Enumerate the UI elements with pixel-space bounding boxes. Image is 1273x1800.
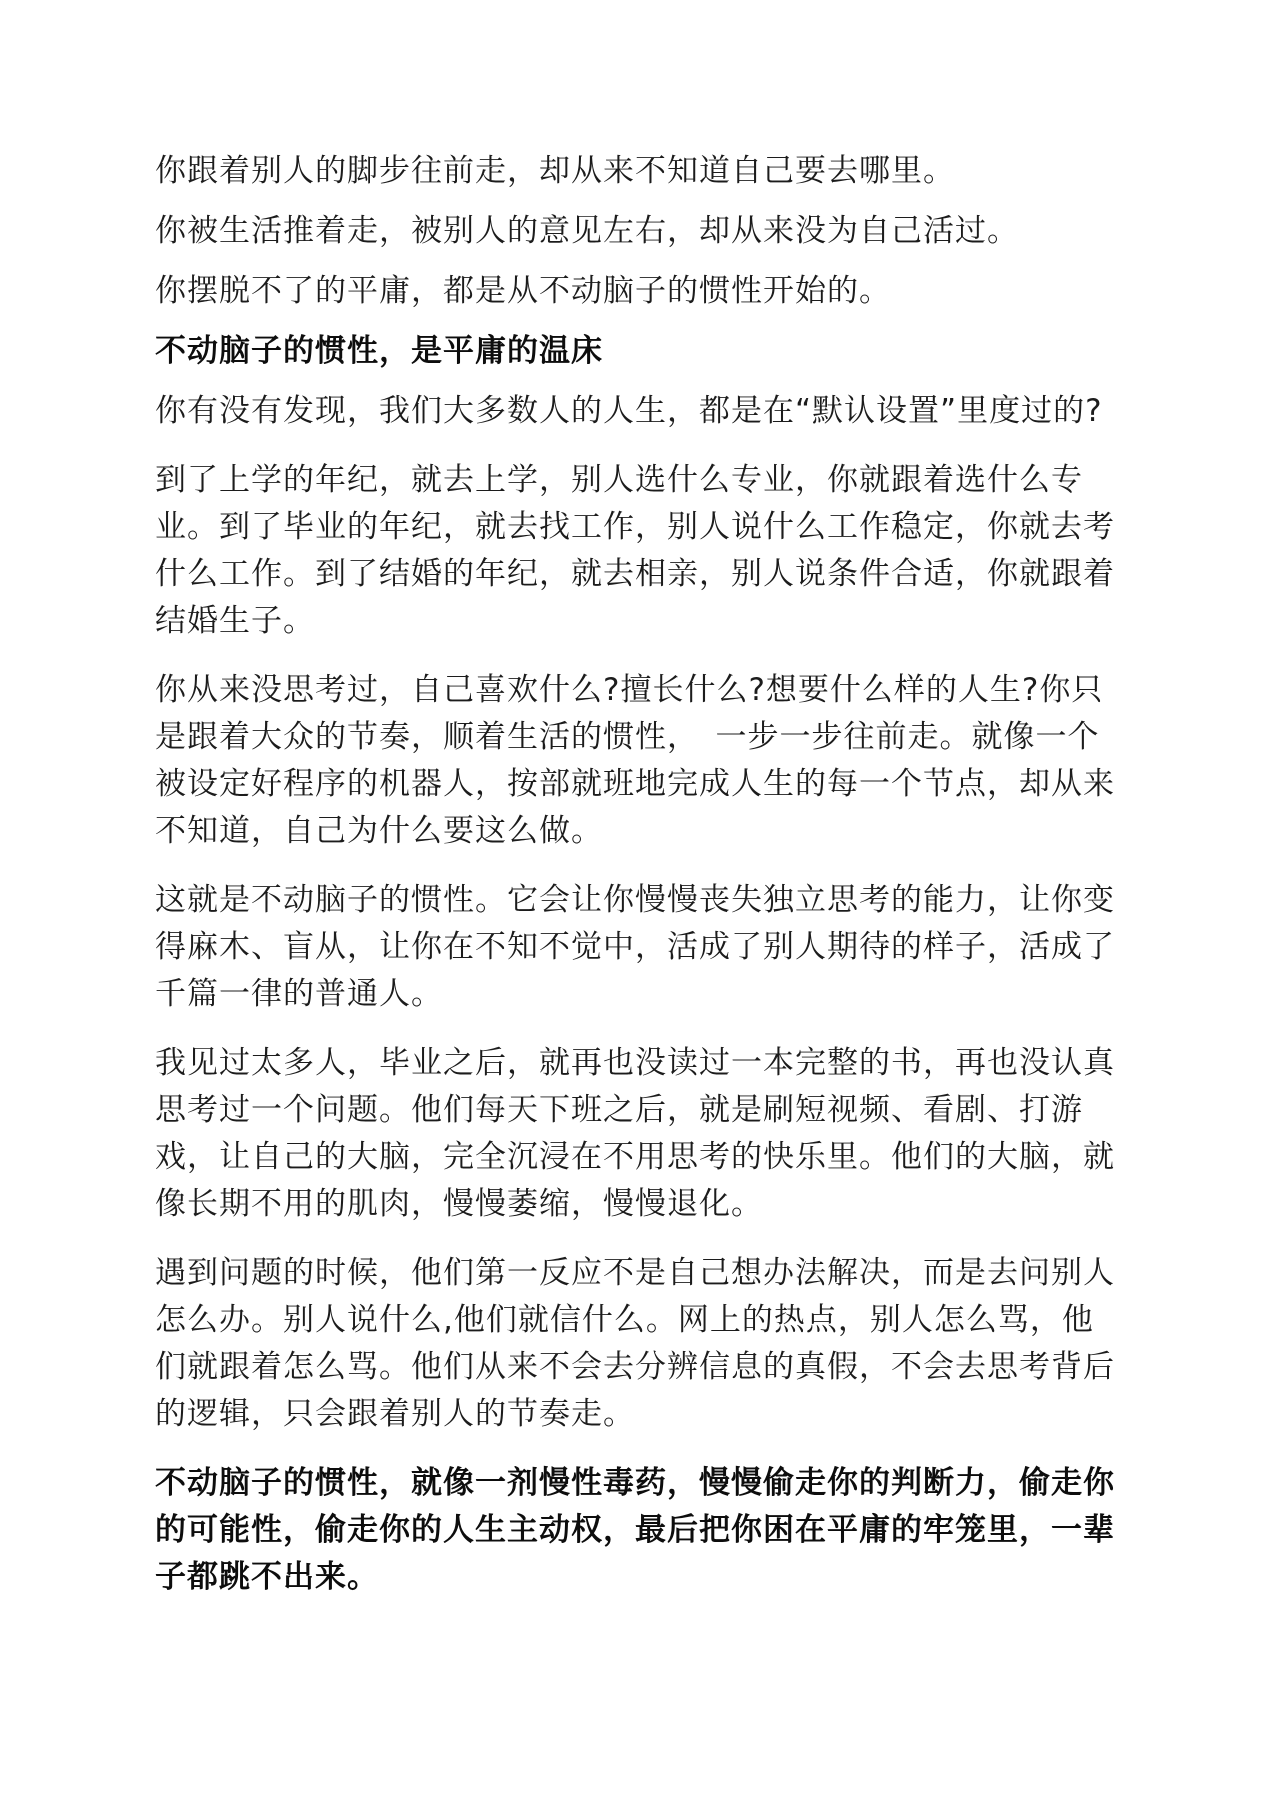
paragraph-intro-2: 你被生活推着走，被别人的意见左右，却从来没为自己活过。 [155, 213, 1019, 249]
paragraph-problems: 遇到问题的时候，他们第一反应不是自己想办法解决，而是去问别人怎么办。别人说什么,他们就信什么。网上的热点，别人怎么骂，他们就跟着怎么骂。他们从来不会去分辨信息的真假，不会去思考背后的逻辑，只会跟着别人的节奏走。 [155, 1255, 1115, 1432]
paragraph-never-thought: 你从来没思考过，自己喜欢什么?擅长什么?想要什么样的人生?你只是跟着大众的节奏，顺着生活的惯性， 一步一步往前走。就像一个被设定好程序的机器人，按部就班地完成人生的每一个节点，却从来不知道，自己为什么要这么做。 [155, 672, 1115, 849]
paragraph-intro-3: 你摆脱不了的平庸，都是从不动脑子的惯性开始的。 [155, 273, 891, 309]
article-body [155, 148, 1115, 1601]
paragraph-inertia: 这就是不动脑子的惯性。它会让你慢慢丧失独立思考的能力，让你变得麻木、盲从，让你在不知不觉中，活成了别人期待的样子，活成了千篇一律的普通人。 [155, 882, 1115, 1012]
paragraph-conclusion: 不动脑子的惯性，就像一剂慢性毒药，慢慢偷走你的判断力，偷走你的可能性，偷走你的人生主动权，最后把你困在平庸的牢笼里，一辈子都跳不出来。 [155, 1465, 1115, 1595]
paragraph-observation: 我见过太多人，毕业之后，就再也没读过一本完整的书，再也没认真思考过一个问题。他们每天下班之后，就是刷短视频、看剧、打游戏，让自己的大脑，完全沉浸在不用思考的快乐里。他们的大脑，就像长期不用的肌肉，慢慢萎缩，慢慢退化。 [155, 1045, 1115, 1222]
paragraph-question: 你有没有发现，我们大多数人的人生，都是在“默认设置”里度过的? [155, 393, 1103, 429]
paragraph-life-stages: 到了上学的年纪，就去上学，别人选什么专业，你就跟着选什么专业。到了毕业的年纪，就去找工作，别人说什么工作稳定，你就去考什么工作。到了结婚的年纪，就去相亲，别人说条件合适，你就跟着结婚生子。 [155, 462, 1115, 639]
section-heading: 不动脑子的惯性，是平庸的温床 [155, 333, 603, 369]
paragraph-intro-1: 你跟着别人的脚步往前走，却从来不知道自己要去哪里。 [155, 153, 955, 189]
